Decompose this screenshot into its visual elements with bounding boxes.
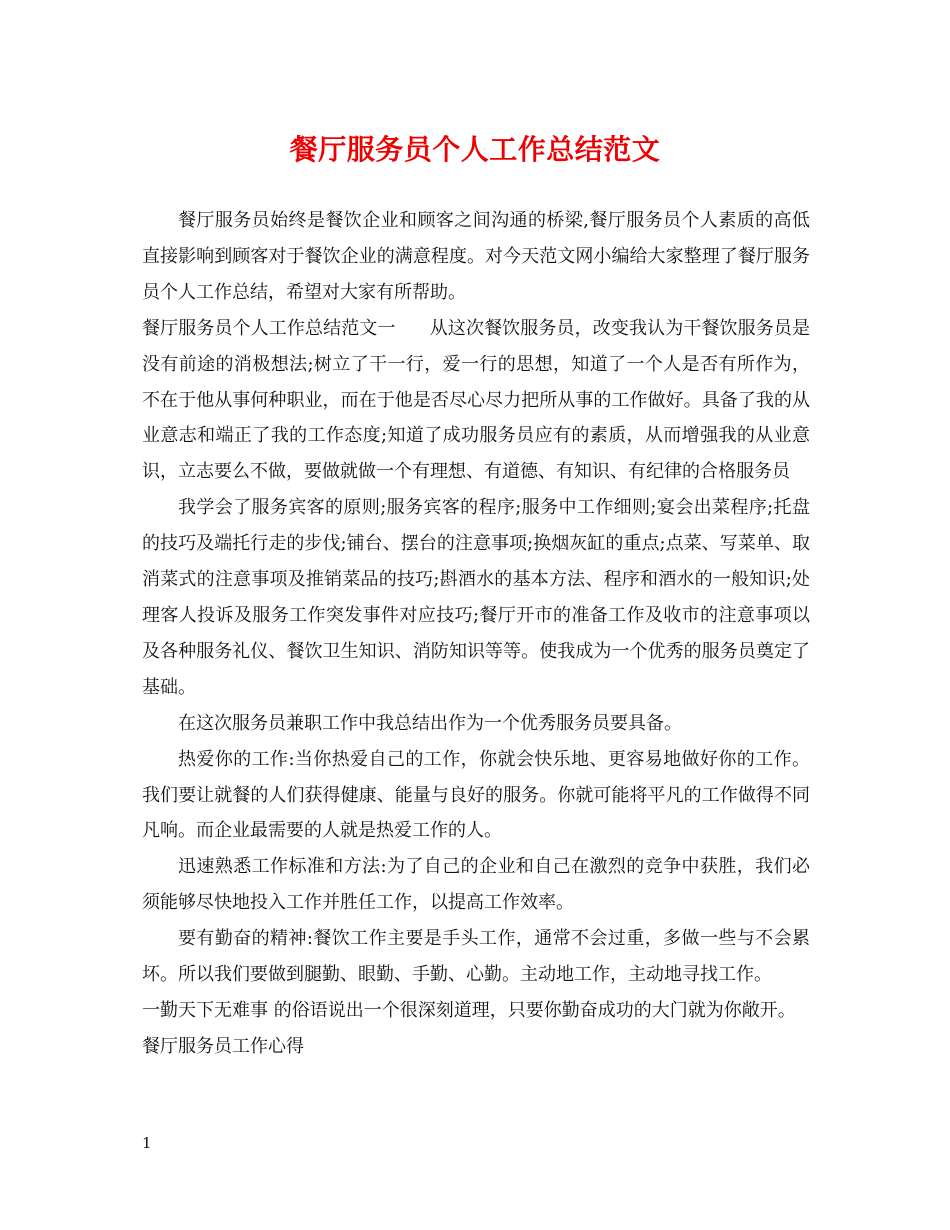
closing-heading: 餐厅服务员工作心得 <box>142 1035 304 1057</box>
section-one-heading: 餐厅服务员个人工作总结范文一 <box>142 317 396 339</box>
diligence-paragraph: 要有勤奋的精神:餐饮工作主要是手头工作，通常不会过重，多做一些与不会累坏。所以我们要做到腿勤、眼勤、手勤、心勤。主动地工作，主动地寻找工作。 <box>142 928 810 986</box>
proverb-paragraph <box>142 993 810 1029</box>
intro-paragraph: 餐厅服务员始终是餐饮企业和顾客之间沟通的桥梁,餐厅服务员个人素质的高低直接影响到顾客对于餐饮企业的满意程度。对今天范文网小编给大家整理了餐厅服务员个人工作总结，希望对大家有所帮助。 <box>142 210 810 303</box>
proverb-explanation: 的俗语说出一个很深刻道理，只要你勤奋成功的大门就为你敞开。 <box>273 999 796 1021</box>
summary-paragraph: 在这次服务员兼职工作中我总结出作为一个优秀服务员要具备。 <box>178 712 682 734</box>
section-one-text: 从这次餐饮服务员，改变我认为干餐饮服务员是没有前途的消极想法;树立了干一行，爱一行的思想，知道了一个人是否有所作为，不在于他从事何种职业，而在于他是否尽心尽力把所从事的工作做好。具备了我的从业意志和端正了我的工作态度;知道了成功服务员应有的素质，从而增强我的从业意识，立志要么不做，要做就做一个有理想、有道德、有知识、有纪律的合格服务员 <box>142 317 811 483</box>
love-work-paragraph: 热爱你的工作:当你热爱自己的工作，你就会快乐地、更容易地做好你的工作。我们要让就餐的人们获得健康、能量与良好的服务。你就可能将平凡的工作做得不同凡响。而企业最需要的人就是热爱工作的人。 <box>142 748 810 842</box>
standards-paragraph: 迅速熟悉工作标准和方法:为了自己的企业和自己在激烈的竞争中获胜，我们必须能够尽快地投入工作并胜任工作，以提高工作效率。 <box>142 856 810 914</box>
skills-paragraph: 我学会了服务宾客的原则;服务宾客的程序;服务中工作细则;宴会出菜程序;托盘的技巧及端托行走的步伐;铺台、摆台的注意事项;换烟灰缸的重点;点菜、写菜单、取消菜式的注意事项及推销菜品的技巧;斟酒水的基本方法、程序和酒水的一般知识;处理客人投诉及服务工作突发事件对应技巧;餐厅开市的准备工作及收市的注意事项以及各种服务礼仪、餐饮卫生知识、消防知识等等。使我成为一个优秀的服务员奠定了基础。 <box>142 497 810 698</box>
proverb-text: 一勤天下无难事 <box>142 999 268 1021</box>
page-number: 1 <box>142 1134 152 1152</box>
section-one-paragraph <box>142 311 810 491</box>
document-title: 餐厅服务员个人工作总结范文 <box>289 133 661 166</box>
document-body <box>142 203 810 1065</box>
